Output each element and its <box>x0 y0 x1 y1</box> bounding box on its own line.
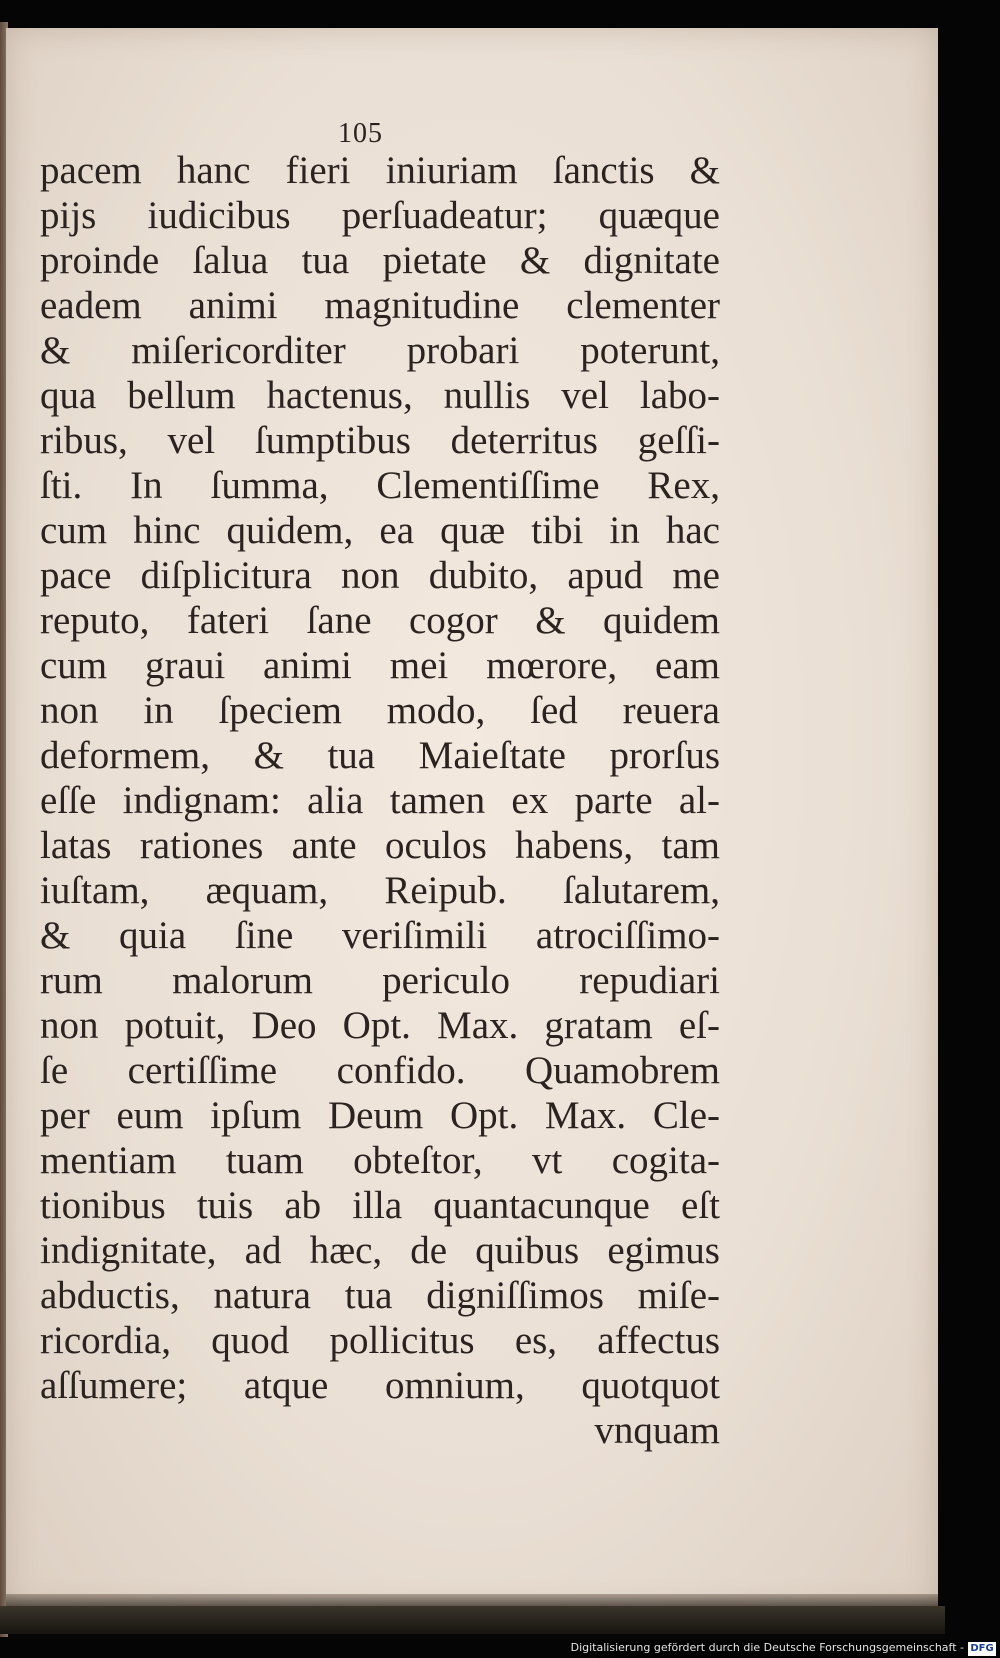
text-line: reputo, fateri ſane cogor & quidem <box>40 599 720 642</box>
text-line: iuſtam, æquam, Reipub. ſalutarem, <box>40 869 720 912</box>
text-line: qua bellum hactenus, nullis vel labo- <box>40 374 720 417</box>
digitization-caption: Digitalisierung gefördert durch die Deutsche Forschungsgemeinschaft - <box>570 1641 964 1654</box>
text-line: & miſericorditer probari poterunt, <box>40 329 720 372</box>
text-line: ſti. In ſumma, Clementiſſime Rex, <box>40 464 720 507</box>
text-line: rum malorum periculo repudiari <box>40 959 720 1002</box>
text-line: indignitate, ad hæc, de quibus egimus <box>40 1229 720 1272</box>
text-line: aſſumere; atque omnium, quotquot <box>40 1364 720 1407</box>
text-line: pace diſplicitura non dubito, apud me <box>40 554 720 597</box>
page-number: 105 <box>338 118 383 149</box>
text-line: ricordia, quod pollicitus es, affectus <box>40 1319 720 1362</box>
text-line: tionibus tuis ab illa quantacunque eſt <box>40 1184 720 1227</box>
text-line: ſe certiſſime confido. Quamobrem <box>40 1049 720 1092</box>
text-line: per eum ipſum Deum Opt. Max. Cle- <box>40 1094 720 1137</box>
text-line: proinde ſalua tua pietate & dignitate <box>40 239 720 282</box>
text-line: pijs iudicibus perſuadeatur; quæque <box>40 194 720 237</box>
text-line: abductis, natura tua digniſſimos miſe- <box>40 1274 720 1317</box>
text-line: ribus, vel ſumptibus deterritus geſſi- <box>40 419 720 462</box>
text-line: & quia ſine veriſimili atrociſſimo- <box>40 914 720 957</box>
dfg-logo: DFG <box>968 1642 996 1656</box>
text-line: deformem, & tua Maieſtate prorſus <box>40 734 720 777</box>
text-line: pacem hanc fieri iniuriam ſanctis & <box>40 149 720 192</box>
text-line: mentiam tuam obteſtor, vt cogita- <box>40 1139 720 1182</box>
text-line: eſſe indignam: alia tamen ex parte al- <box>40 779 720 822</box>
text-line: cum hinc quidem, ea quæ tibi in hac <box>40 509 720 552</box>
text-line: eadem animi magnitudine clementer <box>40 284 720 327</box>
book-binding-strip <box>0 1606 945 1634</box>
text-line: non in ſpeciem modo, ſed reuera <box>40 689 720 732</box>
catchword: vnquam <box>594 1409 720 1452</box>
text-line: latas rationes ante oculos habens, tam <box>40 824 720 867</box>
text-line: non potuit, Deo Opt. Max. gratam eſ- <box>40 1004 720 1047</box>
text-line: cum graui animi mei mœrore, eam <box>40 644 720 687</box>
body-text <box>40 148 720 1453</box>
